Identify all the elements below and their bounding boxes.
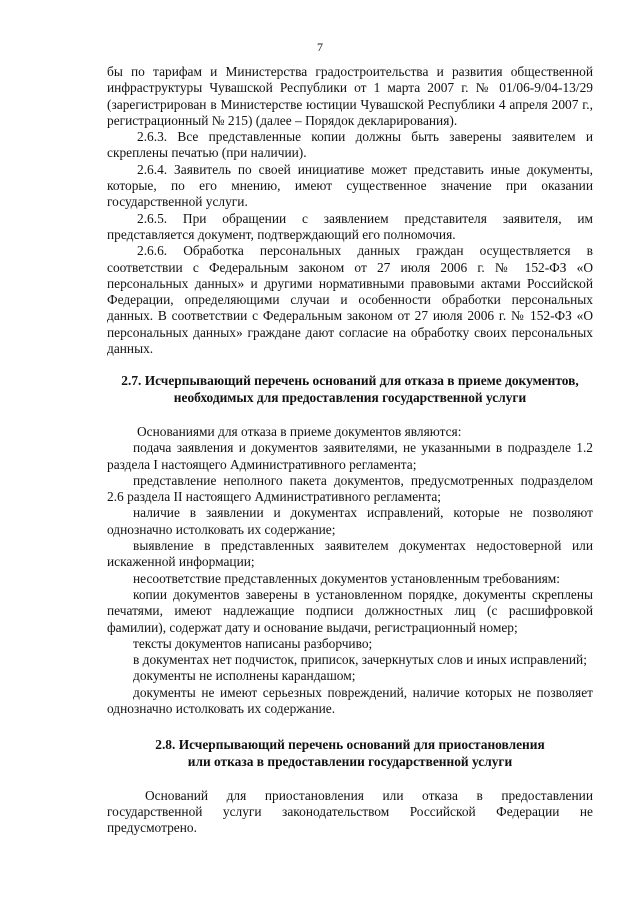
section-text-2-8: Оснований для приостановления или отказа в предоставлении государственной услуги законодательством Российской Федерации не предусмотрено. bbox=[107, 787, 593, 836]
list-item: в документах нет подчисток, приписок, зачеркнутых слов и иных исправлений; bbox=[133, 652, 587, 668]
list-item: тексты документов написаны разборчиво; bbox=[133, 635, 373, 651]
spacer bbox=[107, 357, 593, 373]
section-heading-2-7-line1: 2.7. Исчерпывающий перечень оснований для отказа в приеме документов, bbox=[121, 373, 579, 389]
list-item: несоответствие представленных документов установленным требованиям: bbox=[133, 570, 561, 586]
spacer bbox=[107, 406, 593, 424]
list-item: представление неполного пакета документов, предусмотренных подразделом 2.6 раздела II настоящего Административного регламента; bbox=[107, 472, 593, 505]
paragraph-2-6-3: 2.6.3. Все представленные копии должны быть заверены заявителем и скреплены печатью (при наличии). bbox=[107, 129, 593, 161]
list-item: документы не имеют серьезных повреждений, наличие которых не позволяет однозначно истолковать их содержание. bbox=[107, 684, 593, 716]
section-intro: Основаниями для отказа в приеме документов являются: bbox=[137, 423, 462, 439]
list-item: наличие в заявлении и документах исправлений, которые не позволяют однозначно истолковать их содержание; bbox=[107, 505, 593, 537]
spacer bbox=[107, 770, 593, 788]
spacer bbox=[107, 717, 593, 737]
list-item: выявление в представленных заявителем документах недостоверной или искаженной информации; bbox=[107, 538, 593, 570]
paragraph-2-6-5: 2.6.5. При обращении с заявлением представителя заявителя, им представляется документ, подтверждающий его полномочия. bbox=[107, 210, 593, 242]
section-heading-2-8-line1: 2.8. Исчерпывающий перечень оснований для приостановления bbox=[155, 737, 545, 753]
list-item: документы не исполнены карандашом; bbox=[133, 668, 356, 684]
paragraph-2-6-4: 2.6.4. Заявитель по своей инициативе может представить иные документы, которые, по его мнению, имеют существенное значение при оказании государственной услуги. bbox=[107, 161, 593, 210]
page-number: 7 bbox=[317, 40, 323, 54]
section-heading-2-7-line2: необходимых для предоставления государственной услуги bbox=[173, 389, 527, 405]
document-body bbox=[107, 64, 593, 837]
paragraph-2-6-6: 2.6.6. Обработка персональных данных граждан осуществляется в соответствии с Федеральным законом от 27 июля 2006 г. № 152-ФЗ «О персональных данных» и другими нормативными правовыми актами Российской Федерации, определяющими случаи и особенности обработки персональных данных. В соответствии с Федеральным законом от 27 июля 2006 г. № 152-ФЗ «О персональных данных» граждане дают согласие на обработку своих персональных данных. bbox=[107, 243, 593, 357]
paragraph: бы по тарифам и Министерства градостроительства и развития общественной инфраструктуры Чувашской Республики от 1 марта 2007 г. № 01/06-9/04-13/29 (зарегистрирован в Министерстве юстиции Чувашской Республики 4 апреля 2007 г., регистрационный № 215) (далее – Порядок декларирования). bbox=[107, 64, 593, 128]
list-item: подача заявления и документов заявителями, не указанными в подразделе 1.2 раздела I настоящего Административного регламента; bbox=[107, 440, 593, 472]
section-heading-2-8-line2: или отказа в предоставлении государственной услуги bbox=[187, 753, 513, 769]
list-item: копии документов заверены в установленном порядке, документы скреплены печатями, имеют надлежащие подписи должностных лиц (с расшифровкой фамилии), содержат дату и основание выдачи, регистрационный номер; bbox=[107, 586, 593, 635]
